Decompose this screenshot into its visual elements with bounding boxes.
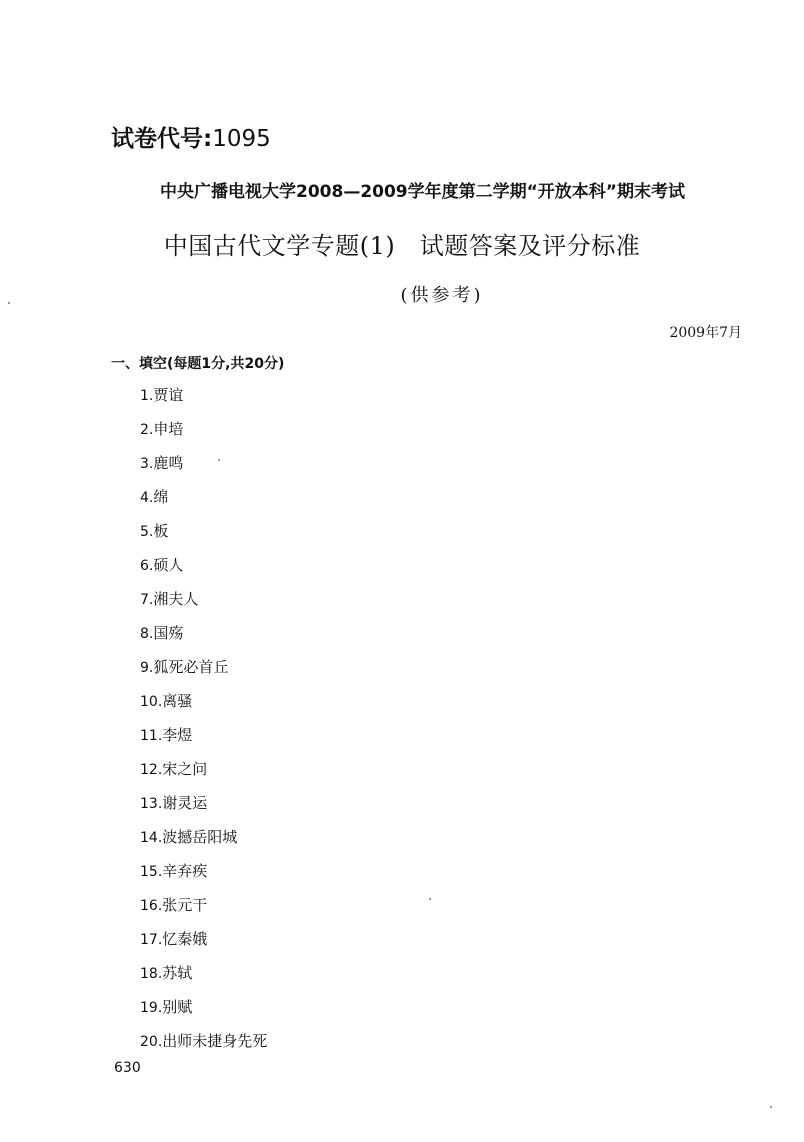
- answer-text: 谢灵运: [162, 794, 208, 812]
- answer-text: 张元干: [162, 896, 208, 914]
- answer-number: 8.: [140, 626, 154, 642]
- answer-item: [140, 657, 267, 691]
- answer-text: 硕人: [153, 556, 184, 574]
- answer-item: [140, 861, 267, 895]
- answer-text: 贾谊: [153, 386, 184, 404]
- answer-item: [140, 555, 267, 589]
- exam-code-separator: :: [203, 126, 213, 152]
- answer-number: 12.: [140, 762, 163, 778]
- exam-code-label: 试卷代号: [111, 126, 203, 152]
- answer-item: [140, 589, 267, 623]
- answer-item: [140, 419, 267, 453]
- answer-number: 16.: [140, 898, 163, 914]
- answer-item: [140, 895, 267, 929]
- answer-text: 李煜: [162, 726, 193, 744]
- answer-item: [140, 1031, 267, 1065]
- answer-item: [140, 997, 267, 1031]
- answer-number: 2.: [140, 422, 154, 438]
- answer-item: [140, 793, 267, 827]
- answer-text: 国殇: [153, 624, 184, 642]
- answer-number: 15.: [140, 864, 163, 880]
- answer-text: 出师未捷身先死: [162, 1032, 268, 1050]
- answer-item: [140, 623, 267, 657]
- answer-text: 狐死必首丘: [153, 658, 229, 676]
- answer-item: [140, 725, 267, 759]
- answer-item: [140, 385, 267, 419]
- answer-item: [140, 963, 267, 997]
- answer-text: 鹿鸣: [153, 454, 184, 472]
- answer-number: 7.: [140, 592, 154, 608]
- answer-text: 申培: [153, 420, 184, 438]
- answer-item: [140, 929, 267, 963]
- answer-item: [140, 521, 267, 555]
- answer-text: 别赋: [162, 998, 193, 1016]
- section-heading: 一、填空(每题1分,共20分): [111, 356, 285, 372]
- answer-text: 离骚: [162, 692, 193, 710]
- answer-item: [140, 759, 267, 793]
- scan-speck: [218, 459, 220, 461]
- answer-item: [140, 487, 267, 521]
- exam-title: 中央广播电视大学2008—2009学年度第二学期“开放本科”期末考试: [160, 182, 685, 202]
- page-number: 630: [114, 1060, 141, 1076]
- subject-title: 中国古代文学专题(1) 试题答案及评分标准: [163, 232, 641, 260]
- exam-date: 2009年7月: [669, 325, 742, 341]
- answer-text: 波撼岳阳城: [162, 828, 238, 846]
- answer-text: 辛弃疾: [162, 862, 208, 880]
- answer-number: 14.: [140, 830, 163, 846]
- answer-number: 3.: [140, 456, 154, 472]
- scan-speck: [429, 898, 431, 900]
- answer-list: [140, 385, 267, 1065]
- answer-text: 绵: [153, 488, 169, 506]
- answer-number: 9.: [140, 660, 154, 676]
- answer-number: 5.: [140, 524, 154, 540]
- answer-text: 宋之问: [162, 760, 208, 778]
- answer-number: 6.: [140, 558, 154, 574]
- scan-speck: [8, 302, 10, 304]
- answer-number: 10.: [140, 694, 163, 710]
- answer-item: [140, 453, 267, 487]
- answer-text: 湘夫人: [153, 590, 199, 608]
- answer-number: 18.: [140, 966, 163, 982]
- reference-note: (供参考): [400, 285, 484, 306]
- answer-number: 11.: [140, 728, 163, 744]
- answer-number: 4.: [140, 490, 154, 506]
- answer-text: 忆秦娥: [162, 930, 208, 948]
- scan-speck: [770, 1106, 772, 1108]
- answer-number: 20.: [140, 1034, 163, 1050]
- answer-number: 13.: [140, 796, 163, 812]
- answer-number: 19.: [140, 1000, 163, 1016]
- answer-number: 1.: [140, 388, 154, 404]
- answer-item: [140, 827, 267, 861]
- exam-code-number: 1095: [212, 126, 271, 152]
- exam-code: [111, 120, 271, 153]
- answer-number: 17.: [140, 932, 163, 948]
- answer-item: [140, 691, 267, 725]
- answer-text: 苏轼: [162, 964, 193, 982]
- answer-text: 板: [153, 522, 169, 540]
